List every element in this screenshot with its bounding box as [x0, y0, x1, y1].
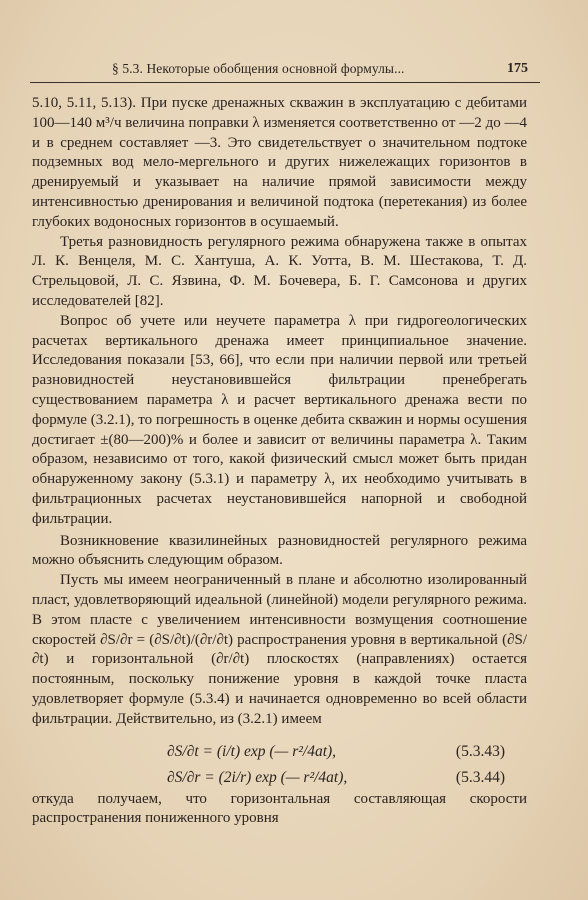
- formula-5-3-44: [32, 768, 527, 790]
- paragraph-5: Пусть мы имеем неограниченный в плане и абсолютно изолированный пласт, удовлетворяющий идеальной (линейной) модели регулярного режима. В этом пласте с увеличением интенсивности возмущения соотношение скоростей ∂S/∂r = (∂S/∂t)/(∂r/∂t) распространения уровня в вертикальной (∂S/∂t) и горизонтальной (∂r/∂t) плоскостях (направлениях) остается постоянным, поскольку понижение уровня в каждой точке пласта удовлетворяет формуле (5.3.4) и начинается одновременно во всей области фильтрации. Действительно, из (3.2.1) имеем: [32, 572, 527, 727]
- paragraph-2: Третья разновидность регулярного режима обнаружена также в опытах Л. К. Венцеля, М. С. Хантуша, А. К. Уотта, В. М. Шестакова, Т. Д. Стрельцовой, Л. С. Язвина, Ф. М. Бочевера, Б. Г. Самсонова и других исследователей [82].: [32, 233, 527, 309]
- paragraph-1: 5.10, 5.11, 5.13). При пуске дренажных скважин в эксплуатацию с дебитами 100—140 м³/ч величина поправки λ изменяется соответственно от —2 до —4 и в среднем составляет —3. Это свидетельствует о значительном подтоке подземных вод мело-мергельного и других нижележащих горизонтов в дренируемый и указывает на наличие прямой зависимости между интенсивностью дренирования и величиной подтока (перетекания) из более глубоких водоносных горизонтов в осушаемый.: [32, 95, 527, 230]
- paragraph-3: Вопрос об учете или неучете параметра λ при гидрогеологических расчетах вертикального дренажа имеет принципиальное значение. Исследования показали [53, 66], что если при наличии первой или третьей разновидностей неустановившейся фильтрации пренебрегать существованием параметра λ и расчет вертикального дренажа вести по формуле (3.2.1), то погрешность в оценке дебита скважин и нормы осушения достигает ±(80—200)% и более и зависит от величины параметра λ. Таким образом, независимо от того, какой физический смысл может быть придан обнаруженному закону (5.3.1) и параметру λ, их необходимо учитывать в фильтрационных расчетах неустановившейся напорной и свободной фильтрации.: [32, 312, 527, 527]
- closing-paragraph: откуда получаем, что горизонтальная составляющая скорости распространения пониженного уровня: [32, 790, 527, 827]
- running-head: [30, 58, 540, 83]
- formula-number: (5.3.43): [455, 742, 505, 760]
- page-number: 175: [507, 61, 528, 76]
- formula-expression: ∂S/∂t = (i/t) exp (— r²/4at),: [167, 742, 337, 760]
- section-title: § 5.3. Некоторые обобщения основной формулы...: [112, 61, 405, 76]
- formula-5-3-43: [32, 742, 527, 764]
- body-text: [32, 94, 527, 829]
- paragraph-4: Возникновение квазилинейных разновидностей регулярного режима можно объяснить следующим образом.: [32, 532, 527, 569]
- formula-expression: ∂S/∂r = (2i/r) exp (— r²/4at),: [167, 768, 348, 786]
- formula-number: (5.3.44): [455, 768, 505, 786]
